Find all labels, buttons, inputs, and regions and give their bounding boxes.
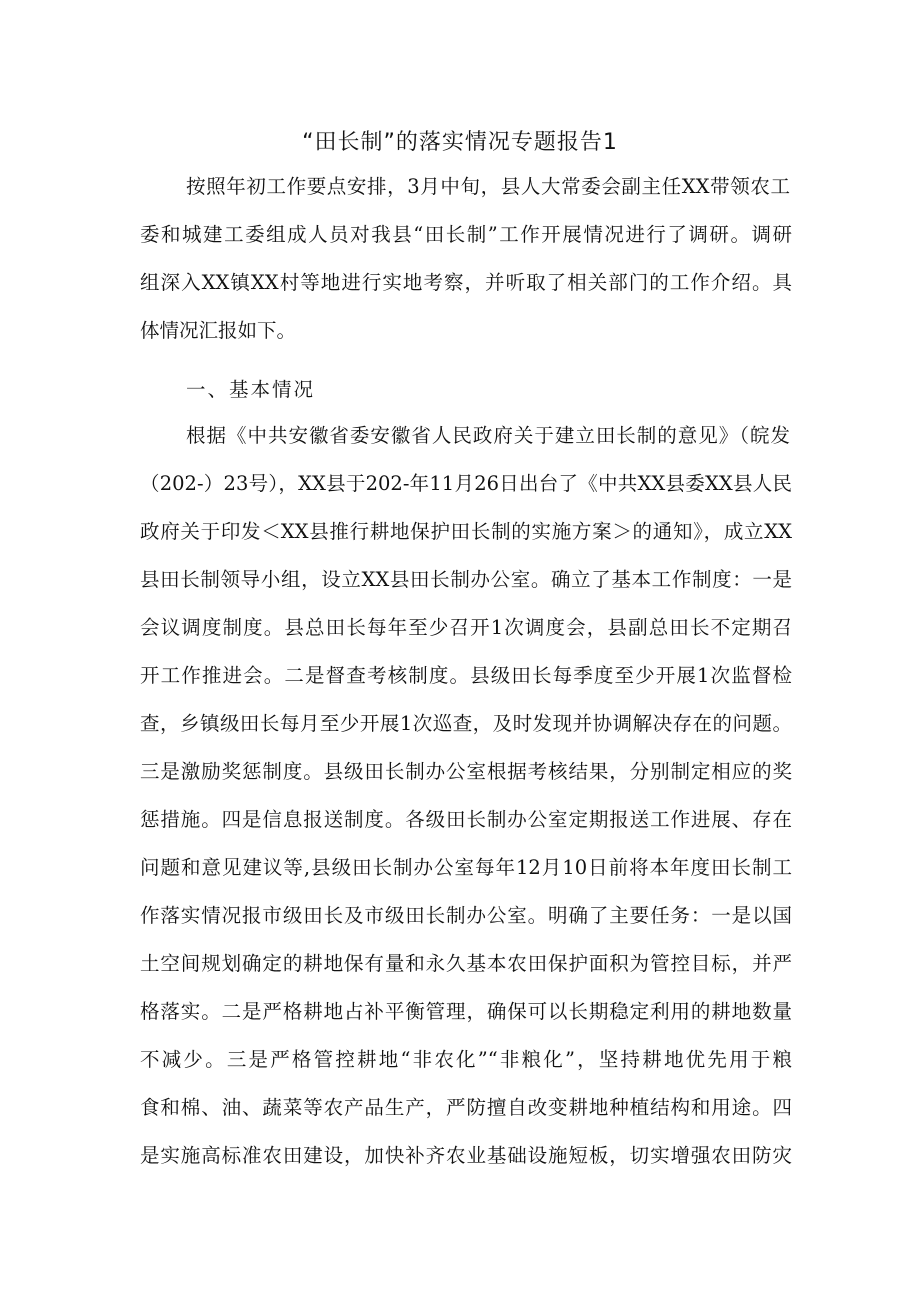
body-line-4: 县田长制领导小组，设立XX县田长制办公室。确立了基本工作制度：一是	[140, 568, 792, 591]
body-line-2: （202-）23号），XX县于202-年11月26日出台了《中共XX县委XX县人民	[140, 472, 792, 495]
body-line-7: 查，乡镇级田长每月至少开展1次巡查，及时发现并协调解决存在的问题。	[140, 712, 792, 735]
body-line-12: 土空间规划确定的耕地保有量和永久基本农田保护面积为管控目标，并严	[140, 952, 792, 975]
body-line-14: 不减少。三是严格管控耕地“非农化”“非粮化”，坚持耕地优先用于粮	[140, 1048, 792, 1071]
intro-line-4: 体情况汇报如下。	[140, 319, 297, 342]
body-line-6: 开工作推进会。二是督查考核制度。县级田长每季度至少开展1次监督检	[140, 664, 792, 687]
body-line-5: 会议调度制度。县总田长每年至少召开1次调度会，县副总田长不定期召	[140, 616, 792, 639]
body-line-13: 格落实。二是严格耕地占补平衡管理，确保可以长期稳定利用的耕地数量	[140, 1000, 792, 1023]
intro-line-1: 按照年初工作要点安排，3月中旬，县人大常委会副主任XX带领农工	[186, 175, 790, 198]
body-line-3: 政府关于印发＜XX县推行耕地保护田长制的实施方案＞的通知》，成立XX	[140, 520, 792, 543]
body-line-11: 作落实情况报市级田长及市级田长制办公室。明确了主要任务：一是以国	[140, 904, 792, 927]
document-title: “田长制”的落实情况专题报告1	[302, 130, 618, 155]
section-heading-basic-situation: 一、基本情况	[186, 378, 316, 401]
body-line-16: 是实施高标准农田建设，加快补齐农业基础设施短板，切实增强农田防灾	[140, 1144, 792, 1167]
body-line-9: 惩措施。四是信息报送制度。各级田长制办公室定期报送工作进展、存在	[140, 808, 792, 831]
body-line-8: 三是激励奖惩制度。县级田长制办公室根据考核结果，分别制定相应的奖	[140, 760, 792, 783]
body-line-10: 问题和意见建议等,县级田长制办公室每年12月10日前将本年度田长制工	[140, 856, 792, 879]
body-line-15: 食和棉、油、蔬菜等农产品生产，严防擅自改变耕地种植结构和用途。四	[140, 1096, 792, 1119]
intro-line-2: 委和城建工委组成人员对我县“田长制”工作开展情况进行了调研。调研	[140, 223, 792, 246]
intro-line-3: 组深入XX镇XX村等地进行实地考察，并听取了相关部门的工作介绍。具	[140, 271, 792, 294]
body-line-1: 根据《中共安徽省委安徽省人民政府关于建立田长制的意见》（皖发	[186, 424, 790, 447]
